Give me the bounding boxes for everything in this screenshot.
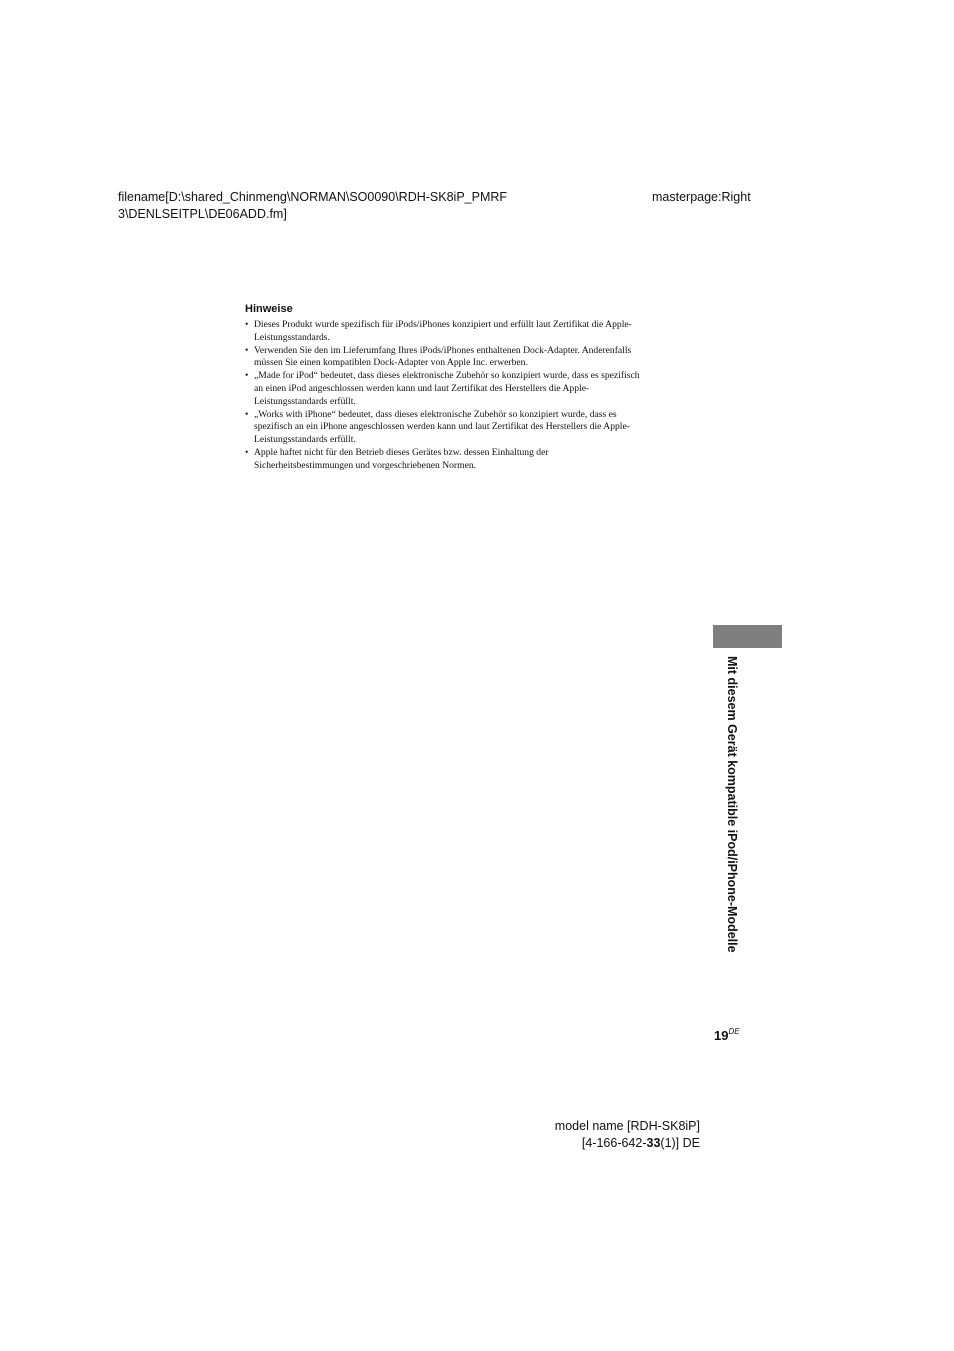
filename-line-2: 3\DENLSEITPL\DE06ADD.fm] <box>118 207 287 221</box>
note-item <box>245 447 705 473</box>
footer-code-bold: 33 <box>646 1136 661 1150</box>
note-item <box>245 345 705 371</box>
note-line: Leistungsstandards erfüllt. <box>254 434 356 446</box>
notes-heading: Hinweise <box>245 303 293 315</box>
note-line: Sicherheitsbestimmungen und vorgeschriebenen Normen. <box>254 459 477 471</box>
note-line: Verwenden Sie den im Lieferumfang Ihres iPods/iPhones enthaltenen Dock-Adapter. Anderenfalls <box>254 344 632 356</box>
filename-line-1: filename[D:\shared_Chinmeng\NORMAN\SO0090\RDH-SK8iP_PMRF <box>118 190 508 204</box>
header-masterpage: masterpage:Right <box>652 190 751 204</box>
note-item <box>245 319 705 345</box>
notes-section <box>245 302 705 473</box>
bullet-icon: • <box>245 446 249 458</box>
note-item <box>245 370 705 408</box>
footer-code <box>500 1135 700 1152</box>
page-number <box>714 1024 740 1044</box>
page-language-superscript: DE <box>728 1027 740 1036</box>
bullet-icon: • <box>245 319 249 330</box>
bullet-icon: • <box>245 408 249 420</box>
footer-code-suffix: (1)] DE <box>660 1136 700 1150</box>
bullet-icon: • <box>245 370 249 382</box>
footer-model-info <box>500 1118 700 1152</box>
section-side-title: Mit diesem Gerät kompatible iPod/iPhone-Modelle <box>725 656 739 953</box>
bullet-icon: • <box>245 344 249 356</box>
note-line: spezifisch an ein iPhone angeschlossen werden kann und laut Zertifikat des Herstellers die Apple- <box>254 421 630 433</box>
footer-model-name: model name [RDH-SK8iP] <box>554 1119 700 1133</box>
note-line: „Works with iPhone“ bedeutet, dass dieses elektronische Zubehör so konzipiert wurde, dass es <box>254 408 617 420</box>
note-line: Leistungsstandards. <box>254 331 330 343</box>
note-line: Leistungsstandards erfüllt. <box>254 395 356 407</box>
note-item <box>245 409 705 447</box>
note-line: müssen Sie einen kompatiblen Dock-Adapter von Apple Inc. erwerben. <box>254 357 528 369</box>
header-filename <box>118 189 638 223</box>
section-tab-block <box>713 625 782 648</box>
footer-code-prefix: [4-166-642- <box>581 1136 647 1150</box>
note-line: Dieses Produkt wurde spezifisch für iPods/iPhones konzipiert und erfüllt laut Zertifikat die Apple- <box>254 319 632 330</box>
page-number-value: 19 <box>714 1028 729 1043</box>
note-line: an einen iPod angeschlossen werden kann und laut Zertifikat des Herstellers die Apple- <box>254 382 590 394</box>
note-line: Apple haftet nicht für den Betrieb dieses Gerätes bzw. dessen Einhaltung der <box>254 446 549 458</box>
note-line: „Made for iPod“ bedeutet, dass dieses elektronische Zubehör so konzipiert wurde, dass es spezifisch <box>254 370 640 382</box>
notes-list <box>245 319 705 473</box>
